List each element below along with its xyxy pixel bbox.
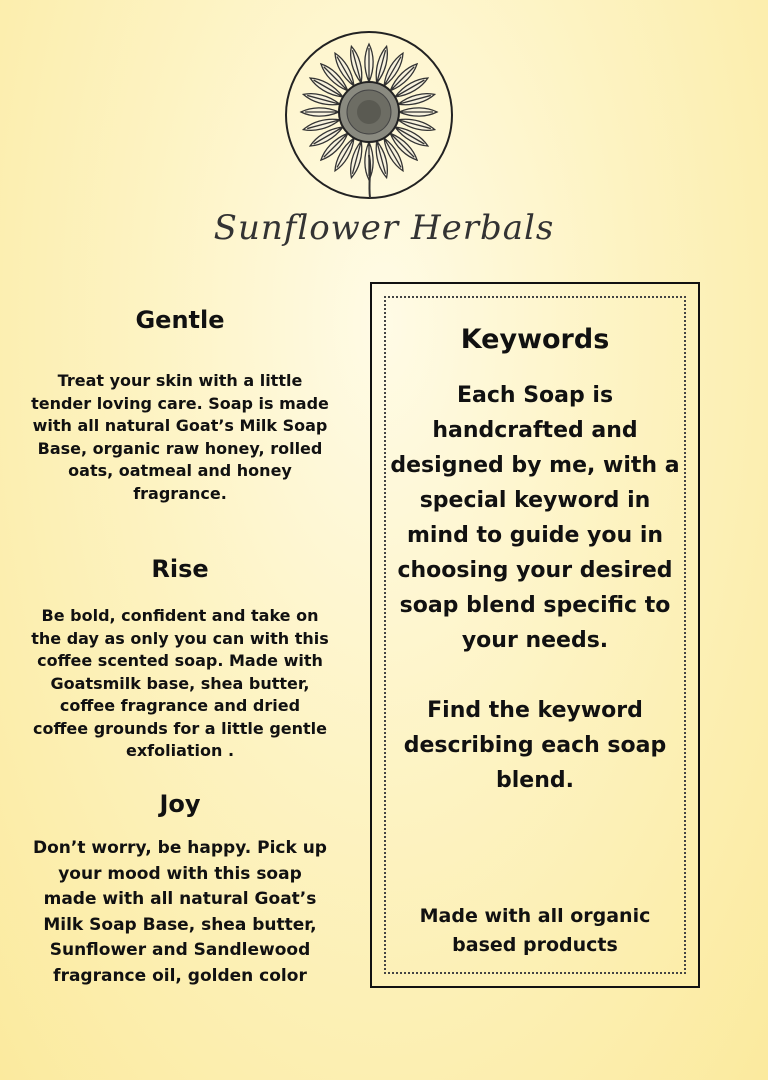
soap-title: Joy bbox=[159, 790, 201, 818]
keywords-card-dotted-border bbox=[384, 296, 686, 974]
keywords-title: Keywords bbox=[460, 324, 610, 355]
brand-name: Sunflower Herbals bbox=[213, 208, 555, 248]
soap-title: Rise bbox=[151, 555, 209, 583]
soap-rise bbox=[30, 555, 330, 763]
soap-description: Treat your skin with a little tender loving care. Soap is made with all natural Goat’s Milk Soap Base, organic raw honey, rolled oats, oatmeal and honey fragrance. bbox=[31, 371, 329, 503]
sunflower-logo-icon bbox=[284, 30, 454, 200]
keywords-footer: Made with all organic based products bbox=[419, 905, 651, 956]
soap-gentle bbox=[30, 306, 330, 505]
soap-description: Don’t worry, be happy. Pick up your mood with this soap made with all natural Goat’s Milk Soap Base, shea butter, Sunflower and Sandlewood fragrance oil, golden color bbox=[33, 838, 327, 986]
keywords-body: Each Soap is handcrafted and designed by me, with a special keyword in mind to guide you in choosing your desired soap blend specific to your needs. Find the keyword describing each soap blend. bbox=[390, 383, 680, 793]
soap-description: Be bold, confident and take on the day as only you can with this coffee scented soap. Made with Goatsmilk base, shea butter, coffee fragrance and dried coffee grounds for a little gentle exfoliation . bbox=[31, 606, 329, 760]
soap-title: Gentle bbox=[135, 306, 225, 334]
soap-joy bbox=[30, 790, 330, 989]
keywords-card bbox=[370, 282, 700, 988]
